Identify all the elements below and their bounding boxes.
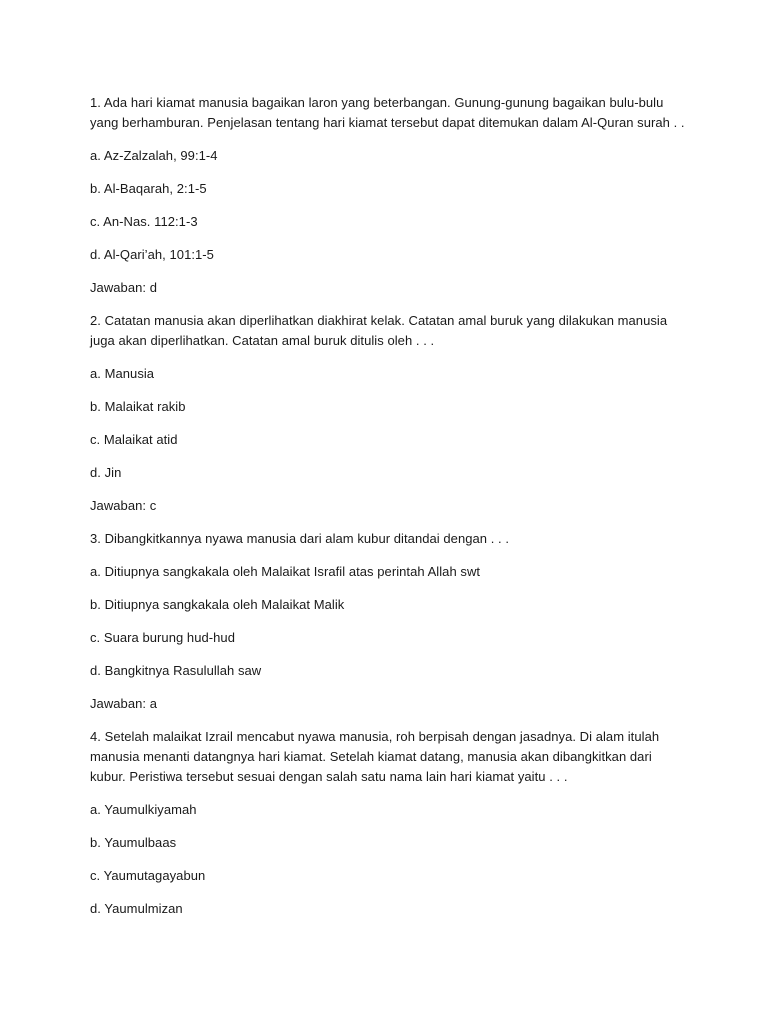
answer-option: a. Manusia [90, 366, 155, 381]
answer-option: b. Malaikat rakib [90, 399, 186, 414]
answer-option: c. Malaikat atid [90, 432, 178, 447]
answer-option: a. Yaumulkiyamah [90, 802, 197, 817]
answer-option: d. Jin [90, 465, 122, 480]
answer-key: Jawaban: d [90, 280, 157, 295]
answer-option: b. Yaumulbaas [90, 835, 177, 850]
answer-option: d. Al-Qari’ah, 101:1-5 [90, 247, 214, 262]
answer-option: c. An-Nas. 112:1-3 [90, 214, 198, 229]
answer-option: c. Suara burung hud-hud [90, 630, 235, 645]
answer-option: a. Ditiupnya sangkakala oleh Malaikat Israfil atas perintah Allah swt [90, 564, 481, 579]
question-text: 4. Setelah malaikat Izrail mencabut nyawa manusia, roh berpisah dengan jasadnya. Di alam itulah manusia menanti datangnya hari kiamat. Setelah kiamat datang, manusia akan dibangkitkan dari kubur. Peristiwa tersebut sesuai dengan salah satu nama lain hari kiamat yaitu . . . [90, 729, 660, 784]
quiz-content [90, 93, 690, 932]
answer-option: c. Yaumutagayabun [90, 868, 206, 883]
answer-option: b. Ditiupnya sangkakala oleh Malaikat Malik [90, 597, 345, 612]
answer-option: a. Az-Zalzalah, 99:1-4 [90, 148, 218, 163]
question-text: 2. Catatan manusia akan diperlihatkan diakhirat kelak. Catatan amal buruk yang dilakukan manusia juga akan diperlihatkan. Catatan amal buruk ditulis oleh . . . [90, 313, 668, 348]
answer-option: d. Yaumulmizan [90, 901, 183, 916]
question-text: 3. Dibangkitkannya nyawa manusia dari alam kubur ditandai dengan . . . [90, 531, 510, 546]
answer-option: d. Bangkitnya Rasulullah saw [90, 663, 262, 678]
answer-key: Jawaban: a [90, 696, 157, 711]
answer-key: Jawaban: c [90, 498, 157, 513]
answer-option: b. Al-Baqarah, 2:1-5 [90, 181, 207, 196]
question-text: 1. Ada hari kiamat manusia bagaikan laron yang beterbangan. Gunung-gunung bagaikan bulu-bulu yang berhamburan. Penjelasan tentang hari kiamat tersebut dapat ditemukan dalam Al-Quran surah . . [90, 95, 685, 130]
